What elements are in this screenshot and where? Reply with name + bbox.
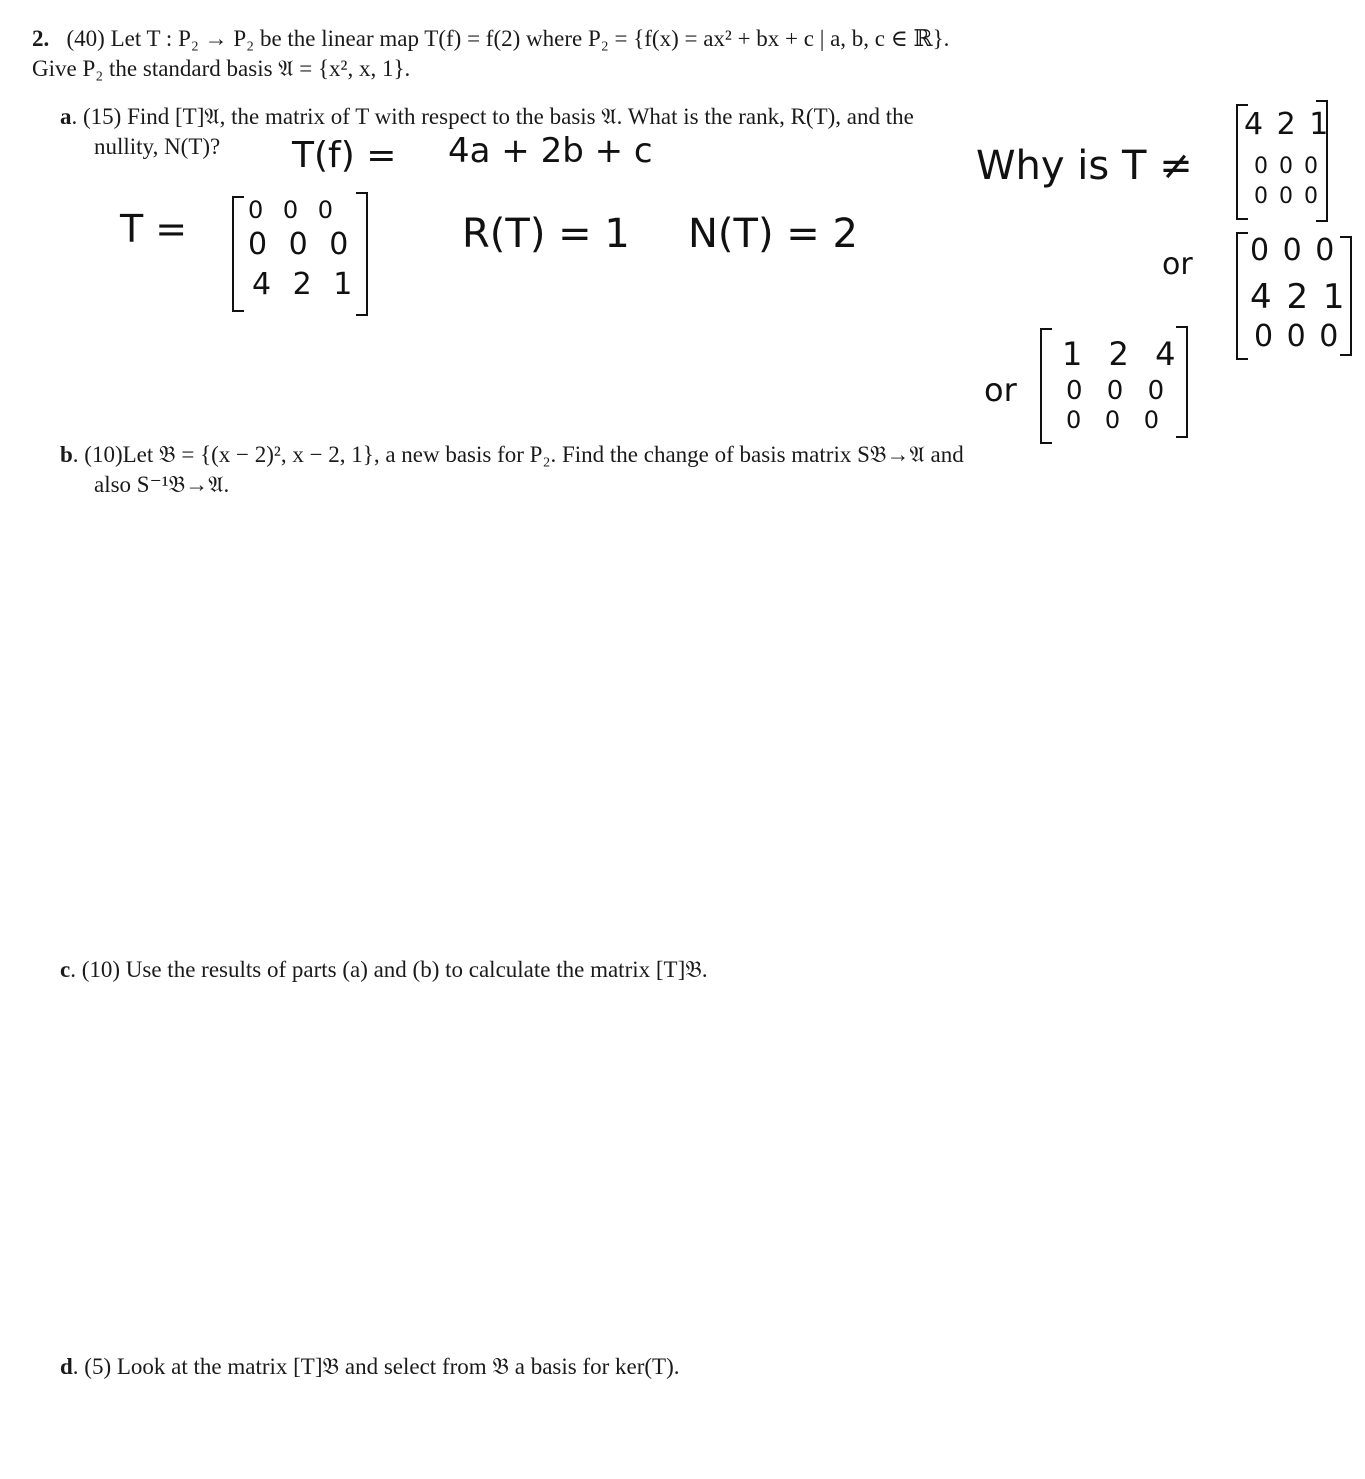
hw-or-1: or bbox=[1162, 247, 1193, 282]
hw-why-question: Why is T ≠ bbox=[976, 143, 1193, 189]
problem-line-2: Give P₂ the standard basis 𝔄 = {x², x, 1}. bbox=[32, 56, 411, 81]
alt-matrix-1-row-2: 0 0 0 bbox=[1254, 154, 1320, 179]
part-c-label: c bbox=[60, 957, 71, 982]
part-a-line-2: nullity, N(T)? bbox=[94, 134, 221, 159]
hw-t-equals: T = bbox=[120, 207, 188, 251]
part-b-line-2: also S⁻¹𝔅→𝔄. bbox=[94, 472, 230, 497]
hw-tf-value: 4a + 2b + c bbox=[448, 131, 653, 171]
alt-matrix-3-row-2: 0 0 0 bbox=[1066, 376, 1173, 406]
alt-matrix-1-row-1: 4 2 1 bbox=[1244, 107, 1331, 142]
alt-matrix-3-left-bracket bbox=[1040, 328, 1052, 444]
alt-matrix-2-left-bracket bbox=[1236, 232, 1248, 360]
matrix-t-row-1: 0 0 0 bbox=[248, 196, 340, 224]
part-a-line-1 bbox=[60, 102, 914, 132]
alt-matrix-3-row-3: 0 0 0 bbox=[1066, 406, 1168, 434]
part-c-text: . (10) Use the results of parts (a) and (b) to calculate the matrix [T]𝔅. bbox=[70, 957, 708, 982]
matrix-t-row-3: 4 2 1 bbox=[252, 267, 359, 302]
part-b-text: . (10)Let 𝔅 = {(x − 2)², x − 2, 1}, a new basis for P₂. Find the change of basis matrix S𝔅→𝔄 and bbox=[72, 442, 964, 467]
alt-matrix-2-row-2: 4 2 1 bbox=[1250, 277, 1347, 317]
part-b-label: b bbox=[60, 442, 73, 467]
problem-line-1 bbox=[32, 24, 949, 54]
hw-tf-label: T(f) = bbox=[292, 135, 397, 176]
part-d-line-1 bbox=[60, 1352, 680, 1382]
matrix-t-row-2: 0 0 0 bbox=[248, 227, 355, 262]
part-c-line-1 bbox=[60, 955, 708, 985]
alt-matrix-2-row-1: 0 0 0 bbox=[1250, 233, 1337, 268]
hw-rank: R(T) = 1 bbox=[462, 211, 630, 257]
part-a-text: . (15) Find [T]𝔄, the matrix of T with respect to the basis 𝔄. What is the rank, R(T), and the bbox=[71, 104, 914, 129]
matrix-t-left-bracket bbox=[232, 196, 244, 312]
part-d-text: . (5) Look at the matrix [T]𝔅 and select from 𝔅 a basis for ker(T). bbox=[72, 1354, 680, 1379]
hw-or-2: or bbox=[984, 371, 1017, 409]
part-a-label: a bbox=[60, 104, 72, 129]
problem-number: 2. bbox=[32, 26, 50, 51]
part-b-line-1 bbox=[60, 440, 964, 470]
problem-statement: (40) Let T : P₂ → P₂ be the linear map T(f) = f(2) where P₂ = {f(x) = ax² + bx + c | a, b, c ∈ ℝ}. bbox=[66, 26, 950, 51]
hw-nullity: N(T) = 2 bbox=[688, 211, 858, 257]
alt-matrix-1-row-3: 0 0 0 bbox=[1254, 184, 1320, 209]
alt-matrix-2-row-3: 0 0 0 bbox=[1254, 319, 1341, 354]
part-d-label: d bbox=[60, 1354, 73, 1379]
alt-matrix-3-row-1: 1 2 4 bbox=[1062, 335, 1184, 373]
